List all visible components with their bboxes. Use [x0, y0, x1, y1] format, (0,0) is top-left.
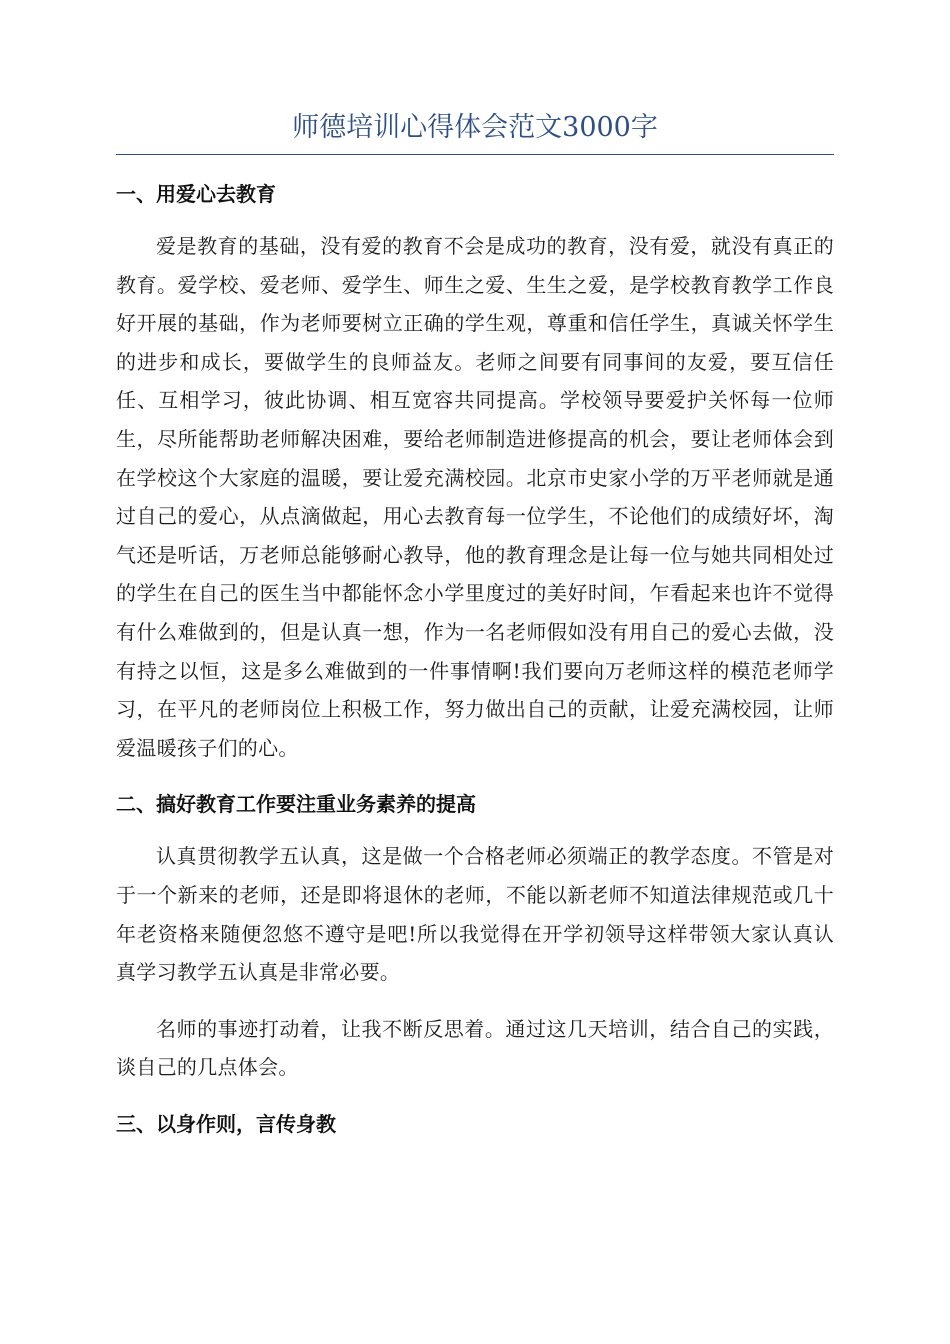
- section-2: [116, 785, 834, 1087]
- section-paragraph: 认真贯彻教学五认真，这是做一个合格老师必须端正的教学态度。不管是对于一个新来的老师，还是即将退休的老师，不能以新老师不知道法律规范或几十年老资格来随便忽悠不遵守是吧!所以我觉得在开学初领导这样带领大家认真认真学习教学五认真是非常必要。: [116, 844, 834, 985]
- section-paragraph: 爱是教育的基础，没有爱的教育不会是成功的教育，没有爱，就没有真正的教育。爱学校、爱老师、爱学生、师生之爱、生生之爱，是学校教育教学工作良好开展的基础，作为老师要树立正确的学生观，尊重和信任学生，真诚关怀学生的进步和成长，要做学生的良师益友。老师之间要有同事间的友爱，要互信任任、互相学习，彼此协调、相互宽容共同提高。学校领导要爱护关怀每一位师生，尽所能帮助老师解决困难，要给老师制造进修提高的机会，要让老师体会到在学校这个大家庭的温暖，要让爱充满校园。北京市史家小学的万平老师就是通过自己的爱心，从点滴做起，用心去教育每一位学生，不论他们的成绩好坏，淘气还是听话，万老师总能够耐心教导，他的教育理念是让每一位与她共同相处过的学生在自己的医生当中都能怀念小学里度过的美好时间，乍看起来也许不觉得有什么难做到的，但是认真一想，作为一名老师假如没有用自己的爱心去做，没有持之以恒，这是多么难做到的一件事情啊!我们要向万老师这样的模范老师学习，在平凡的老师岗位上积极工作，努力做出自己的贡献，让爱充满校园，让师爱温暖孩子们的心。: [116, 234, 834, 760]
- section-paragraph: 名师的事迹打动着，让我不断反思着。通过这几天培训，结合自己的实践，谈自己的几点体会。: [116, 1016, 834, 1080]
- document-page: [116, 108, 834, 1157]
- section-heading: 三、以身作则，言传身教: [116, 1111, 336, 1136]
- section-3: [116, 1105, 834, 1143]
- section-1: [116, 175, 834, 767]
- document-title: 师德培训心得体会范文3000字: [292, 112, 658, 143]
- section-heading: 二、搞好教育工作要注重业务素养的提高: [116, 792, 476, 817]
- title-underline: [116, 154, 834, 155]
- section-heading: 一、用爱心去教育: [116, 182, 276, 206]
